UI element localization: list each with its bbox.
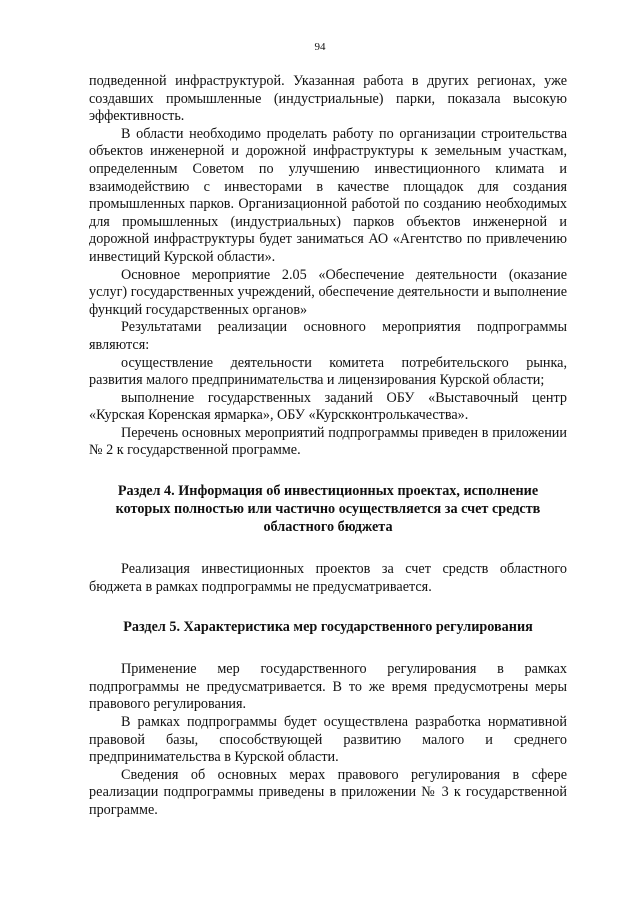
paragraph-construction-work: В области необходимо проделать работу по организации строительства объектов инженерной и дорожной инфраструктуры к земельным участкам, определенным Советом по улучшению инвестиционного климата и взаимодействию с инвесторами в качестве площадок для создания промышленных парков. Организационной работой по созданию необходимых для промышленных (индустриальных) парков объектов инженерной и дорожной инфраструктуры будет заниматься АО «Агентство по привлечению инвестиций Курской области». <box>89 125 567 265</box>
paragraph-infrastructure-effectiveness: подведенной инфраструктурой. Указанная работа в других регионах, уже создавших промышленные (индустриальные) парки, показала высокую эффективность. <box>89 73 567 125</box>
paragraph-activities-list-appendix: Перечень основных мероприятий подпрограммы приведен в приложении № 2 к государственной программе. <box>89 424 567 459</box>
paragraph-regulation-measures: Применение мер государственного регулирования в рамках подпрограммы не предусматривается. В то же время предусмотрены меры правового регулирования. <box>89 661 567 713</box>
section-4-heading: Раздел 4. Информация об инвестиционных проектах, исполнение которых полностью или частично осуществляется за счет средств областного бюджета <box>115 483 541 536</box>
page-number: 94 <box>314 41 326 53</box>
document-body <box>89 73 567 820</box>
paragraph-regulatory-framework: В рамках подпрограммы будет осуществлена разработка нормативной правовой базы, способствующей развитию малого и среднего предпринимательства в Курской области. <box>89 714 567 766</box>
paragraph-result-committee: осуществление деятельности комитета потребительского рынка, развития малого предпринимательства и лицензирования Курской области; <box>89 354 567 389</box>
paragraph-result-state-tasks: выполнение государственных заданий ОБУ «Выставочный центр «Курская Коренская ярмарка», ОБУ «Курскконтролькачества». <box>89 389 567 424</box>
paragraph-legal-regulation-appendix: Сведения об основных мерах правового регулирования в сфере реализации подпрограммы приведены в приложении № 3 к государственной программе. <box>89 766 567 818</box>
paragraph-results-intro: Результатами реализации основного мероприятия подпрограммы являются: <box>89 319 567 353</box>
section-5-heading: Раздел 5. Характеристика мер государственного регулирования <box>123 619 533 636</box>
paragraph-main-activity-2-05: Основное мероприятие 2.05 «Обеспечение деятельности (оказание услуг) государственных учреждений, обеспечение деятельности и выполнение функций государственных органов» <box>89 266 567 318</box>
paragraph-investment-projects: Реализация инвестиционных проектов за счет средств областного бюджета в рамках подпрограммы не предусматривается. <box>89 561 567 595</box>
